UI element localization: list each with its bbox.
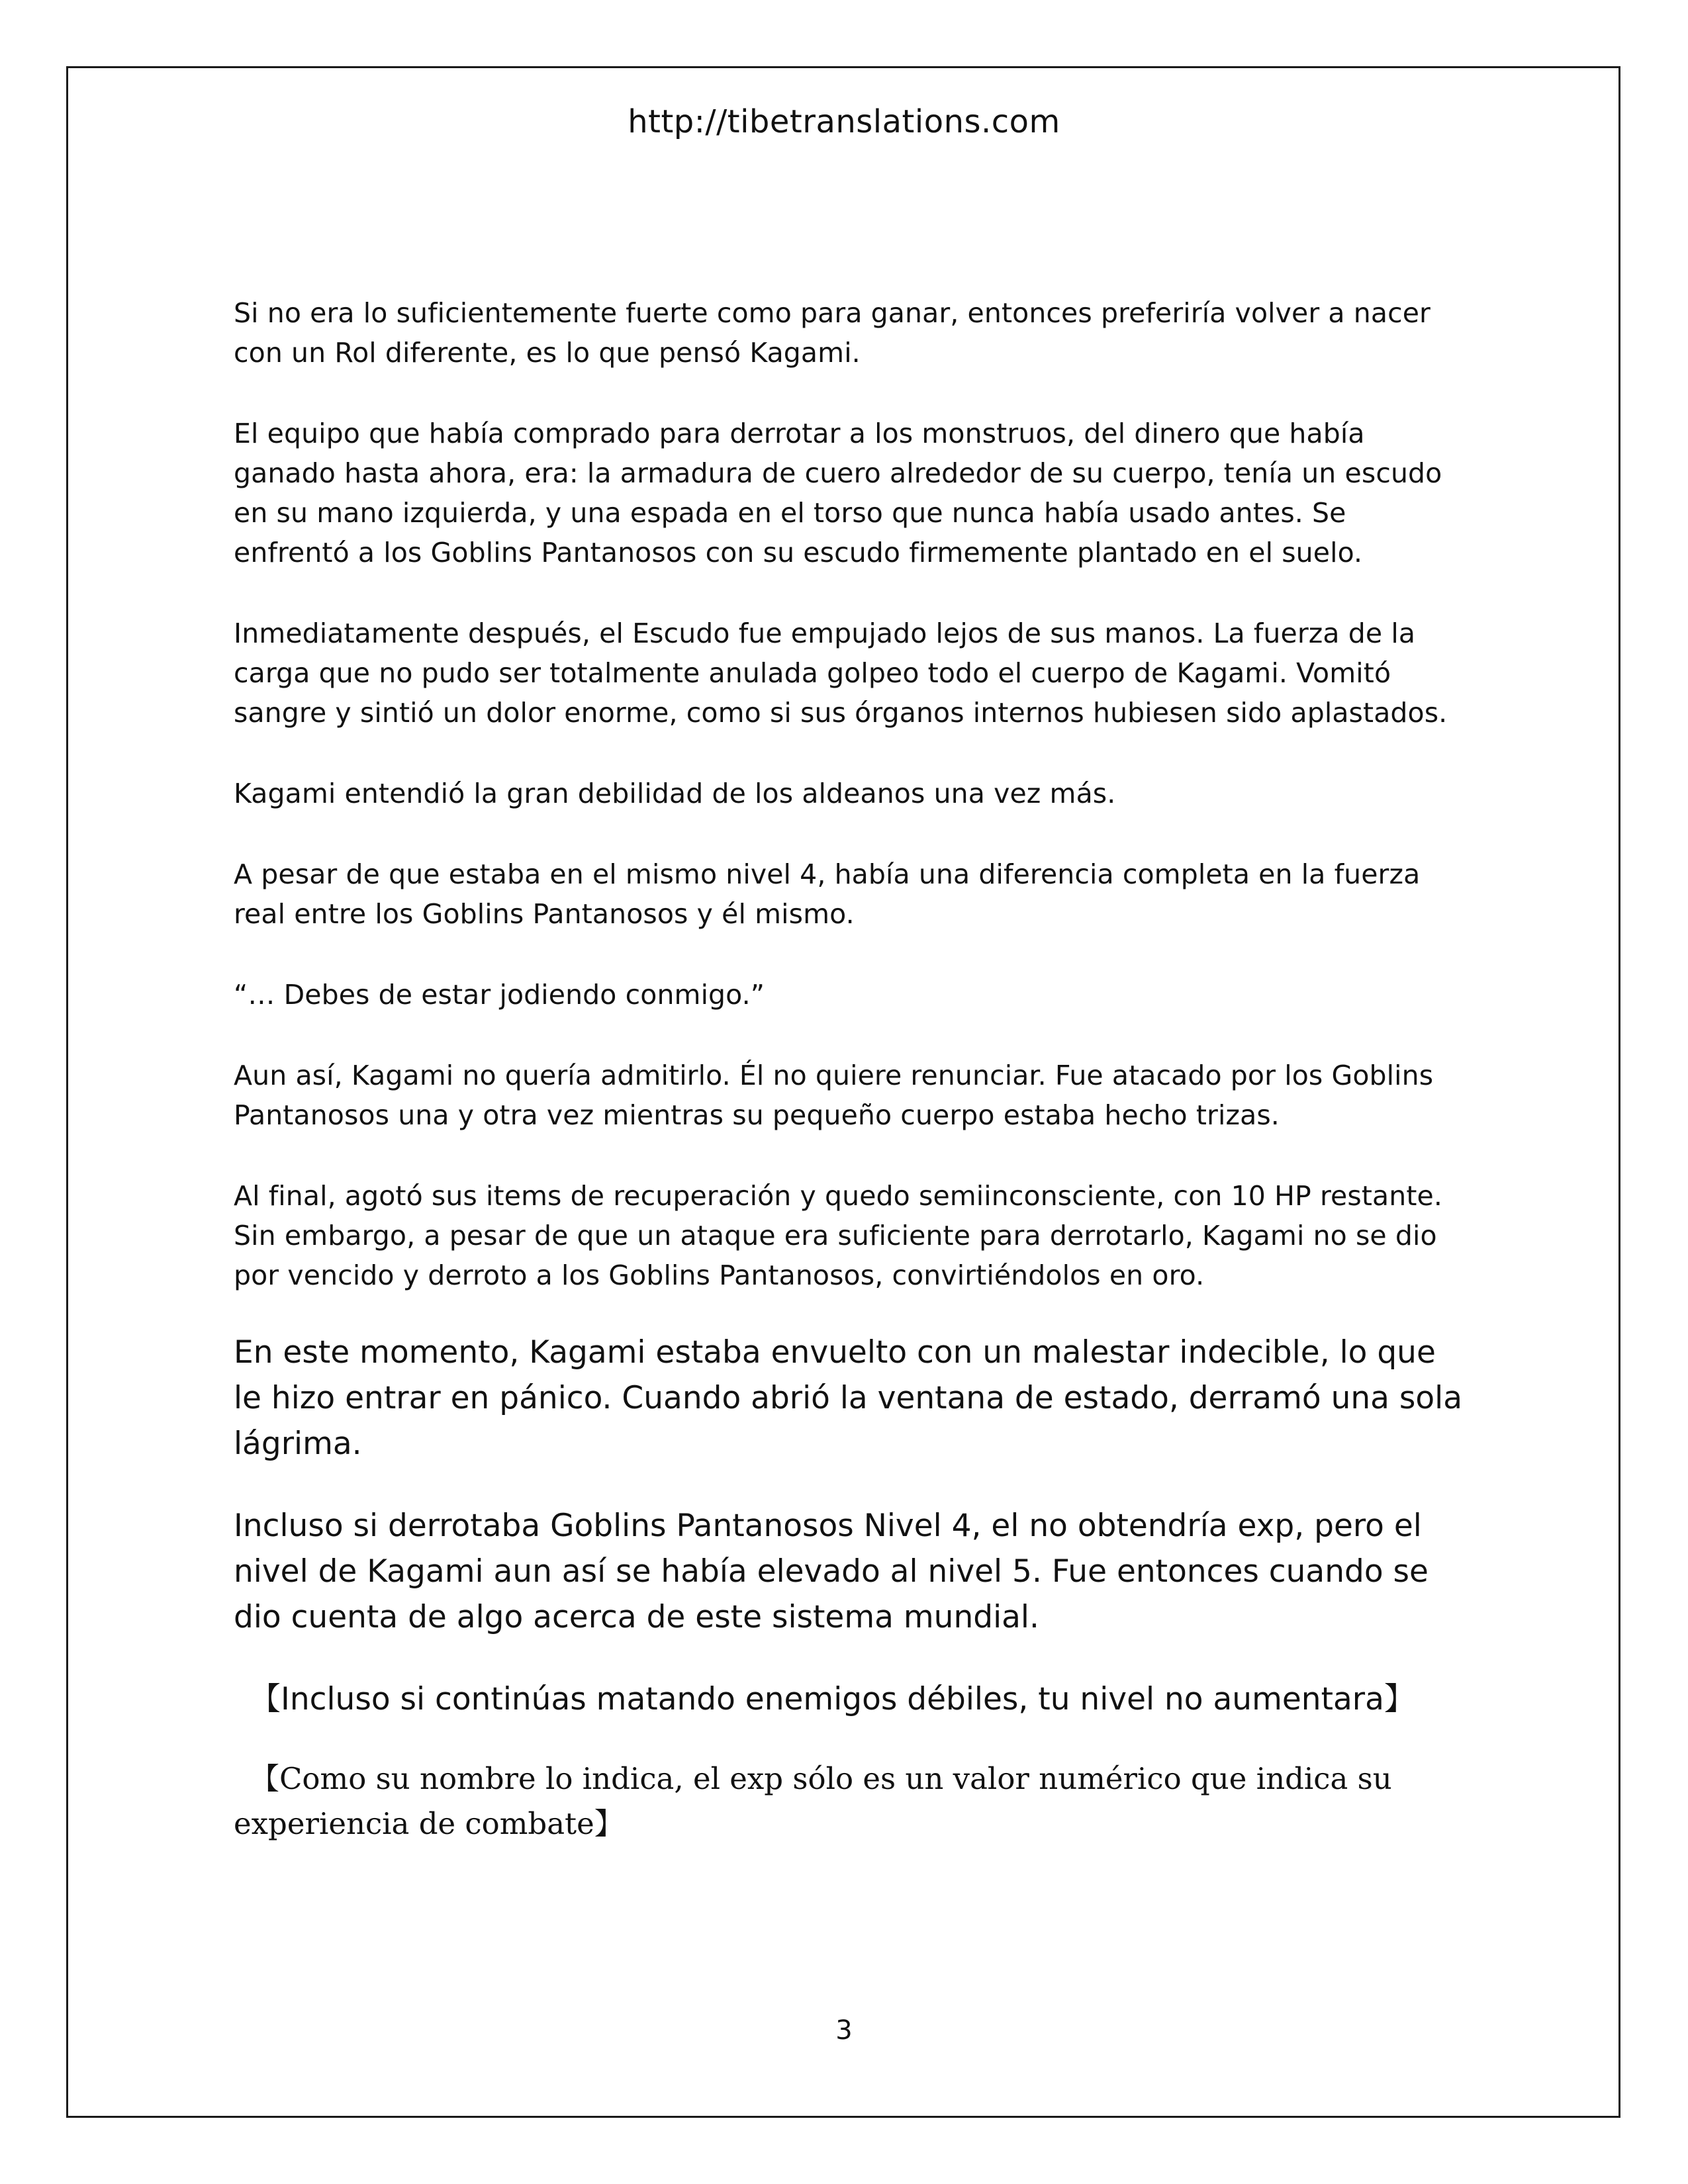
paragraph: Aun así, Kagami no quería admitirlo. Él no quiere renunciar. Fue atacado por los Goblins Pantanosos una y otra vez mientras su pequeño cuerpo estaba hecho trizas. (234, 1060, 1434, 1131)
paragraph: En este momento, Kagami estaba envuelto con un malestar indecible, lo que le hizo entrar en pánico. Cuando abrió la ventana de estado, derramó una sola lágrima. (234, 1334, 1462, 1462)
system-message: 【Incluso si continúas matando enemigos débiles, tu nivel no aumentara】 (250, 1681, 1415, 1717)
paragraph: Al final, agotó sus items de recuperación y quedo semiinconsciente, con 10 HP restante. Sin embargo, a pesar de que un ataque era suficiente para derrotarlo, Kagami no se dio por vencido y derroto a los Goblins Pantanosos, convirtiéndolos en oro. (234, 1180, 1442, 1291)
paragraph: Incluso si derrotaba Goblins Pantanosos Nivel 4, el no obtendría exp, pero el nivel de Kagami aun así se había elevado al nivel 5. Fue entonces cuando se dio cuenta de algo acerca de este sistema mundial. (234, 1508, 1429, 1635)
dialogue-line: “… Debes de estar jodiendo conmigo.” (234, 979, 765, 1011)
page-number: 3 (835, 2015, 853, 2046)
document-body (234, 293, 1465, 1846)
paragraph: El equipo que había comprado para derrotar a los monstruos, del dinero que había ganado hasta ahora, era: la armadura de cuero alrededor de su cuerpo, tenía un escudo en su mano izquierda, y una espada en el torso que nunca había usado antes. Se enfrentó a los Goblins Pantanosos con su escudo firmemente plantado en el suelo. (234, 418, 1442, 569)
paragraph: Kagami entendió la gran debilidad de los aldeanos una vez más. (234, 778, 1116, 809)
paragraph: Inmediatamente después, el Escudo fue empujado lejos de sus manos. La fuerza de la carga que no pudo ser totalmente anulada golpeo todo el cuerpo de Kagami. Vomitó sangre y sintió un dolor enorme, como si sus órganos internos hubiesen sido aplastados. (234, 617, 1448, 729)
header-url: http://tibetranslations.com (628, 103, 1060, 140)
system-message: 【Como su nombre lo indica, el exp sólo es un valor numérico que indica su experiencia de combate】 (234, 1761, 1392, 1841)
paragraph: A pesar de que estaba en el mismo nivel 4, había una diferencia completa en la fuerza real entre los Goblins Pantanosos y él mismo. (234, 858, 1421, 930)
paragraph: Si no era lo suficientemente fuerte como para ganar, entonces preferiría volver a nacer con un Rol diferente, es lo que pensó Kagami. (234, 297, 1430, 369)
